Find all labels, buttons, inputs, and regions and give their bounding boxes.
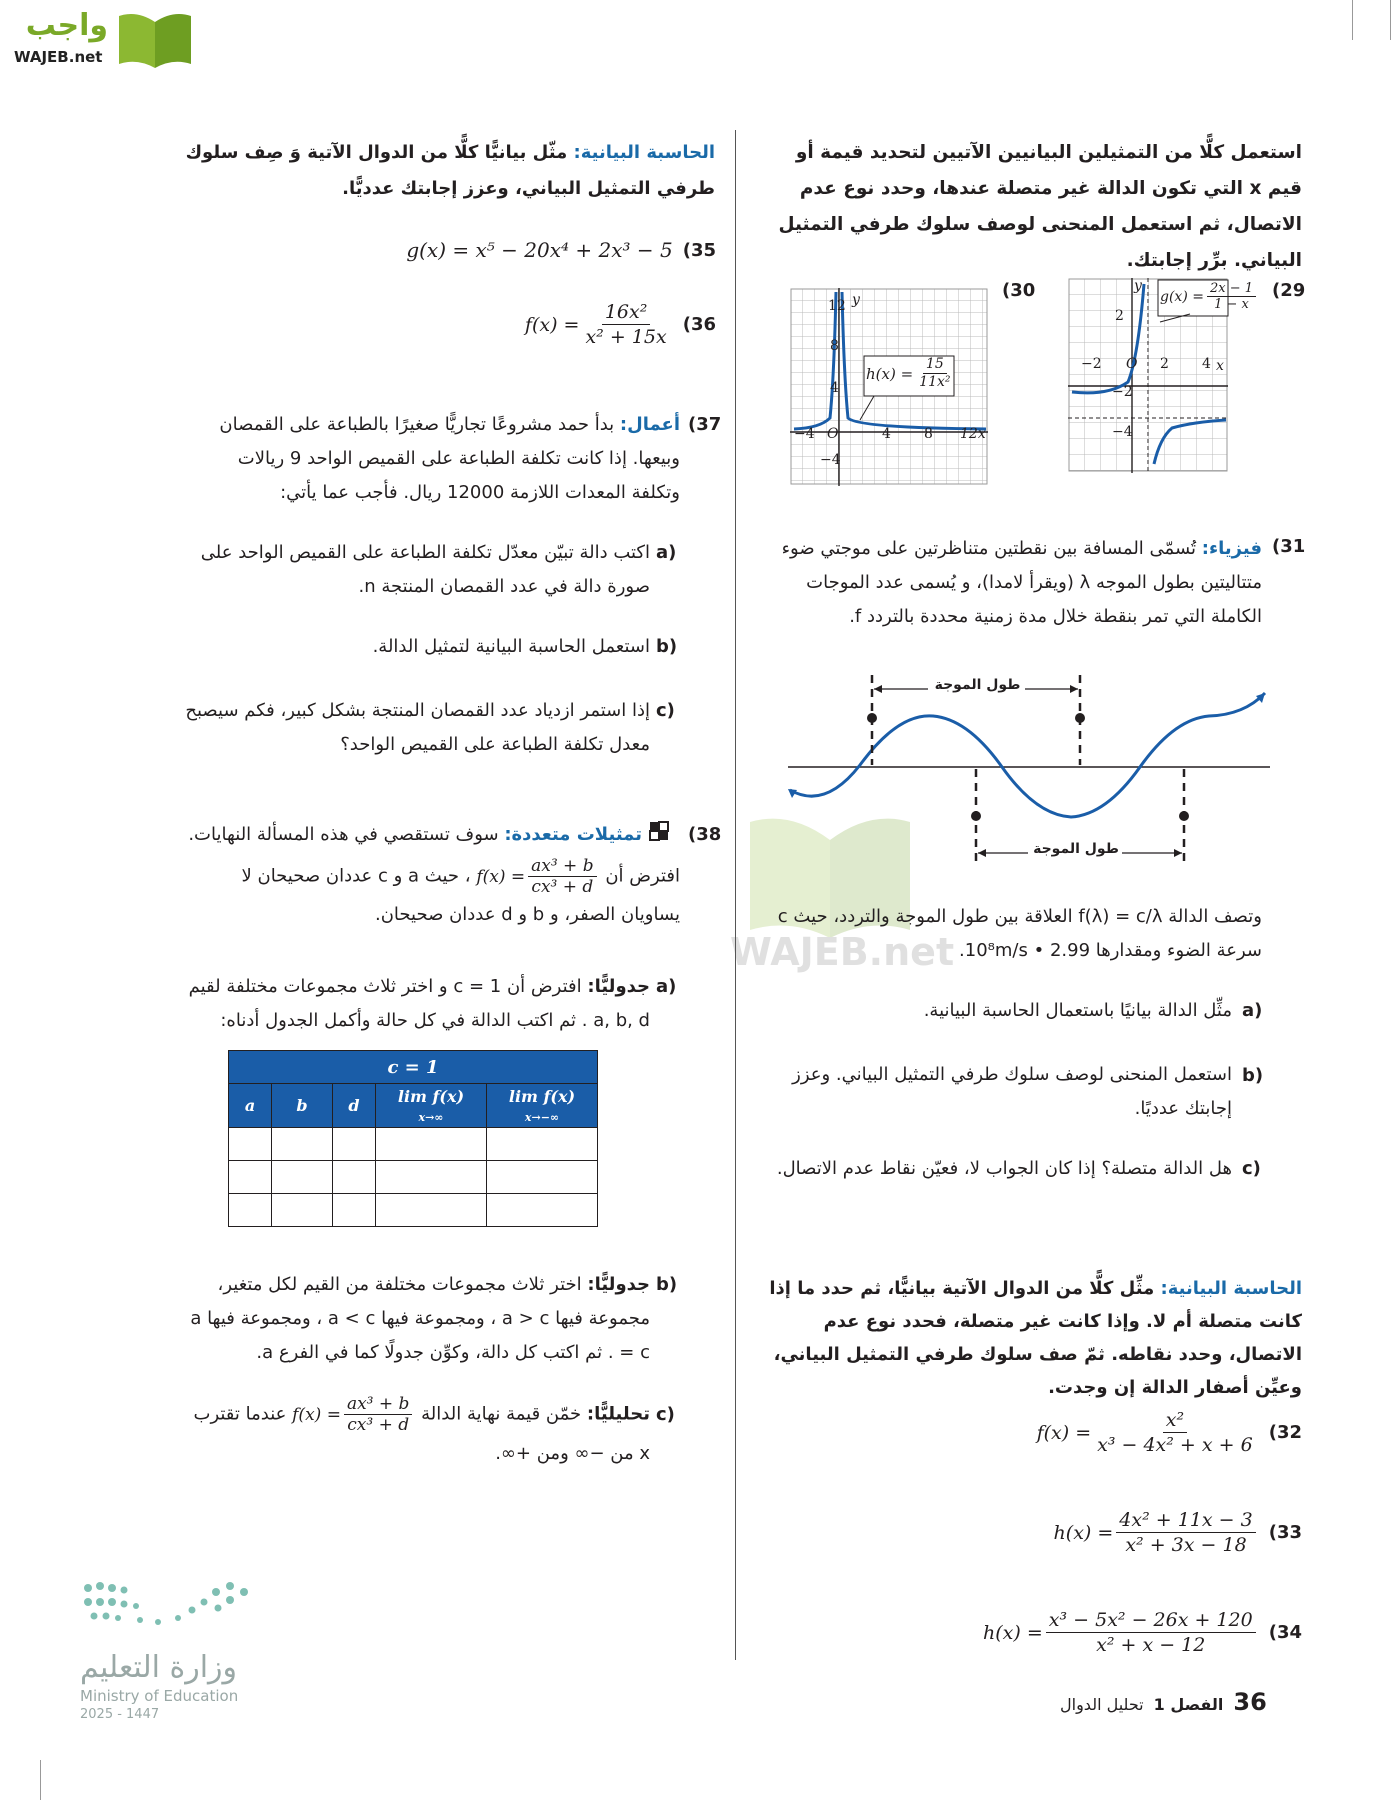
q30-ytick: −4 <box>820 452 841 468</box>
q35-number: 35) <box>682 239 716 261</box>
table-cell[interactable] <box>272 1161 333 1194</box>
q38-assume-pre: افترض أن <box>605 865 680 887</box>
table-cell[interactable] <box>333 1161 376 1194</box>
wave-svg <box>780 665 1275 870</box>
q38c-label: c) <box>656 1404 675 1425</box>
book-icon <box>115 8 195 70</box>
q32-lhs: f(x) = <box>1036 1421 1092 1444</box>
q30-xtick: 4 <box>882 426 891 442</box>
q38-func-numer: ax³ + b <box>528 856 596 877</box>
q30-denom: 11x² <box>919 374 951 390</box>
table-cell[interactable] <box>376 1161 487 1194</box>
lim-neg-sub: x→−∞ <box>524 1110 560 1124</box>
q29-denom: 1 − x <box>1214 297 1249 312</box>
q38c-func-numer: ax³ + b <box>344 1394 412 1415</box>
table-title-row <box>229 1051 598 1084</box>
q30-numer: 15 <box>923 356 947 374</box>
wave-diagram <box>780 665 1275 870</box>
q30-number: 30) <box>1002 280 1036 301</box>
q33-lhs: h(x) = <box>1053 1521 1114 1544</box>
table-cell[interactable] <box>229 1161 272 1194</box>
q38-header <box>170 818 642 852</box>
table-header-row <box>229 1084 598 1128</box>
column-divider <box>735 130 736 1660</box>
q35 <box>406 238 716 262</box>
table-header-lim-neg <box>487 1084 598 1128</box>
table-cell[interactable] <box>487 1194 598 1227</box>
q36-denom: x² + 15x <box>585 326 667 348</box>
calc-label: الحاسبة البيانية: <box>573 142 715 163</box>
table-cell[interactable] <box>229 1194 272 1227</box>
q31b-text: استعمل المنحنى لوصف سلوك طرفي التمثيل البياني. وعزز إجابتك عدديًا. <box>792 1064 1232 1119</box>
q38-func-lhs: f(x) = <box>476 866 526 887</box>
q33-number: 33) <box>1268 1522 1302 1543</box>
table-title: c = 1 <box>229 1051 598 1084</box>
q33-frac <box>1116 1508 1255 1557</box>
limits-table-grid <box>228 1050 598 1227</box>
table-header-d: d <box>333 1084 376 1128</box>
q36-expr <box>525 300 673 349</box>
q38a-label: a) <box>656 976 677 997</box>
chapter-title: تحليل الدوال <box>1060 1695 1144 1714</box>
q29-xtick: 4 <box>1202 356 1211 372</box>
q34-lhs: h(x) = <box>983 1621 1043 1644</box>
q29-frac <box>1207 281 1256 312</box>
q29-xtick: −2 <box>1081 356 1102 372</box>
table-cell[interactable] <box>487 1161 598 1194</box>
right-intro: استعمل كلًّا من التمثيلين البيانيين الآتيين لتحديد قيمة أو قيم x التي تكون الدالة غير متصلة عندها، وحدد نوع عدم الاتصال، ثم استعمل المنحنى لوصف سلوك طرفي التمثيل البياني. برِّر إجابتك. <box>778 142 1302 271</box>
q32-expr <box>1037 1408 1259 1457</box>
q37-number: 37) <box>688 414 722 435</box>
table-row <box>229 1161 598 1194</box>
q33-denom: x² + 3x − 18 <box>1125 1534 1247 1556</box>
calc-text: مثّل بيانيًّا كلًّا من الدوال الآتية وَ صِف سلوك طرفي التمثيل البياني، وعزز إجابتك عدديًّا. <box>185 142 715 199</box>
calc2-label: الحاسبة البيانية: <box>1160 1278 1302 1299</box>
q38b-label: b) <box>656 1274 678 1295</box>
q38c-label-text: تحليليًّا: <box>586 1403 650 1425</box>
q37a-text: اكتب دالة تبيّن معدّل تكلفة الطباعة على القميص الواحد على صورة دالة في عدد القمصان المنتجة n. <box>200 542 650 597</box>
q37-text: بدأ حمد مشروعًا تجاريًّا صغيرًا بالطباعة على القمصان وبيعها. إذا كانت تكلفة الطباعة على القميص الواحد 9 ريالات وتكلفة المعدات اللازمة 12000 ريال. فأجب عما يأتي: <box>219 414 680 503</box>
q30-ytick: 12 <box>828 298 846 314</box>
wave-label-top: طول الموجة <box>934 677 1021 693</box>
q32-denom: x³ − 4x² + x + 6 <box>1097 1434 1253 1456</box>
q29-ytick: −4 <box>1112 424 1133 440</box>
q31-text: تُسمّى المسافة بين نقطتين متناظرتين على موجتي ضوء متتاليتين بطول الموجه λ (ويقرأ لامدا)، و يُسمى عدد الموجات الكاملة التي تمر بنقطة خلال مدة زمنية محددة بالتردد f. <box>781 538 1262 627</box>
lim-pos-sub: x→∞ <box>418 1110 444 1124</box>
q34 <box>983 1608 1302 1657</box>
q29-xtick: O <box>1126 356 1138 372</box>
crop-mark <box>1390 0 1391 40</box>
q38-func-frac <box>528 856 596 897</box>
q29-ytick: 2 <box>1115 308 1124 324</box>
calc2-block <box>760 1272 1302 1404</box>
ministry-name-ar: وزارة التعليم <box>80 1650 238 1685</box>
q38c-post: عندما تقترب x من −∞ ومن +∞. <box>193 1403 650 1464</box>
q30-func: h(x) = <box>866 364 914 383</box>
q31-relation: وتصف الدالة f(λ) = c/λ العلاقة بين طول الموجة والتردد، حيث c سرعة الضوء ومقدارها 2.99 • 10⁸m/s. <box>777 906 1262 961</box>
q37b-label: b) <box>656 636 678 657</box>
q38b-label-text: جدوليًّا: <box>587 1274 650 1295</box>
q31a-label: a) <box>1242 1000 1263 1021</box>
logo-english: WAJEB.net <box>14 48 103 66</box>
table-cell[interactable] <box>376 1194 487 1227</box>
q36-lhs: f(x) = <box>524 313 580 336</box>
q33-numer: 4x² + 11x − 3 <box>1116 1508 1255 1533</box>
q38-label: تمثيلات متعددة: <box>504 824 642 845</box>
q38a-label-text: جدوليًّا: <box>587 976 650 997</box>
q37c-label: c) <box>656 700 675 721</box>
q38c-pre: خمّن قيمة نهاية الدالة <box>421 1403 582 1425</box>
table-cell[interactable] <box>333 1128 376 1161</box>
page-number: 36 <box>1233 1688 1267 1716</box>
q29-xtick: x <box>1216 358 1224 374</box>
q36-number: 36) <box>682 314 716 335</box>
q30-ytick: 4 <box>830 380 839 396</box>
q38-intro: سوف تستقصي في هذه المسألة النهايات. <box>188 824 499 845</box>
q38c-func-frac <box>344 1394 412 1435</box>
table-row <box>229 1194 598 1227</box>
q38a-text: افترض أن c = 1 و اختر ثلاث مجموعات مختلفة لقيم a, b, d . ثم اكتب الدالة في كل حالة وأكمل الجدول أدناه: <box>188 976 650 1031</box>
q29-ytick: −2 <box>1112 384 1133 400</box>
q32-frac <box>1094 1408 1256 1457</box>
table-header-b: b <box>272 1084 333 1128</box>
q38c-block <box>190 1394 650 1473</box>
page-footer <box>1060 1688 1267 1716</box>
q29-xtick: 2 <box>1160 356 1169 372</box>
q38a-block <box>170 970 650 1038</box>
q30-graph <box>790 288 990 486</box>
q38-assume <box>215 856 680 933</box>
chapter-label: الفصل 1 <box>1153 1695 1224 1714</box>
table-cell[interactable] <box>229 1128 272 1161</box>
q30-label <box>866 356 957 391</box>
q30-ytick: 8 <box>830 338 839 354</box>
table-row <box>229 1128 598 1161</box>
table-header-a: a <box>229 1084 272 1128</box>
ministry-logo <box>80 1578 260 1728</box>
q37a-label: a) <box>656 542 677 563</box>
q31c-text: هل الدالة متصلة؟ إذا كان الجواب لا، فعيّن نقاط عدم الاتصال. <box>776 1158 1232 1179</box>
table-header-lim-pos <box>376 1084 487 1128</box>
q29-numer: 2x − 1 <box>1207 281 1256 297</box>
q30-xtick: 8 <box>924 426 933 442</box>
table-cell[interactable] <box>487 1128 598 1161</box>
q29-label <box>1160 281 1259 312</box>
q33 <box>1054 1508 1302 1557</box>
q34-number: 34) <box>1268 1622 1302 1643</box>
q37c-text: إذا استمر ازدياد عدد القمصان المنتجة بشكل كبير، فكم سيصبح معدل تكلفة الطباعة على القميص الواحد؟ <box>185 700 650 755</box>
q29-func: g(x) = <box>1160 288 1204 305</box>
q38-func-denom: cx³ + d <box>531 877 594 897</box>
wave-label-bottom: طول الموجة <box>1033 841 1119 857</box>
logo-arabic: واجب <box>25 8 108 43</box>
ministry-year: 2025 - 1447 <box>80 1707 160 1722</box>
table-cell[interactable] <box>272 1128 333 1161</box>
q38-number: 38) <box>688 824 722 845</box>
q38c-func-lhs: f(x) = <box>292 1404 341 1425</box>
q36 <box>525 300 716 349</box>
q37-block <box>195 408 680 510</box>
q36-numer: 16x² <box>602 300 651 325</box>
q34-expr <box>983 1608 1259 1657</box>
q31c-label: c) <box>1242 1158 1261 1179</box>
crop-mark <box>40 1760 41 1800</box>
q36-frac <box>582 300 669 349</box>
q34-numer: x³ − 5x² − 26x + 120 <box>1046 1608 1256 1633</box>
q29-ytick: y <box>1134 278 1142 294</box>
lim-pos-text: lim f(x) <box>397 1086 465 1106</box>
calc-block <box>170 135 715 207</box>
q32-numer: x² <box>1163 1408 1187 1433</box>
q38b-block <box>175 1268 650 1370</box>
watermark-text: WAJEB.net <box>730 930 955 974</box>
q32 <box>1037 1408 1302 1457</box>
q38c-func-denom: cx³ + d <box>347 1415 410 1435</box>
q35-expr: g(x) = x⁵ − 20x⁴ + 2x³ − 5 <box>406 238 673 262</box>
q30-xtick: 12x <box>960 426 986 442</box>
q29-graph <box>1068 278 1263 473</box>
q38c-func <box>292 1394 415 1435</box>
q38-assume-post: ، حيث a و c عددان صحيحان لا يساويان الصفر، و b و d عددان صحيحان. <box>241 865 680 925</box>
multiple-representations-icon <box>648 820 670 842</box>
q30-ytick: y <box>852 292 860 308</box>
wajeb-logo <box>10 8 190 68</box>
table-cell[interactable] <box>376 1128 487 1161</box>
q30-xtick: O <box>827 426 839 442</box>
q34-denom: x² + x − 12 <box>1096 1634 1206 1656</box>
q37-label: أعمال: <box>619 414 680 435</box>
q33-expr <box>1054 1508 1259 1557</box>
q37b-text: استعمل الحاسبة البيانية لتمثيل الدالة. <box>372 636 650 657</box>
lim-neg-text: lim f(x) <box>508 1086 576 1106</box>
q30-xtick: −4 <box>794 426 815 442</box>
q38b-text: اختر ثلاث مجموعات مختلفة من القيم لكل متغير، مجموعة فيها a > c ، ومجموعة فيها a < c ، ومجموعة فيها a = c . ثم اكتب كل دالة، وكوِّن جدولًا كما في الفرع a. <box>190 1274 650 1363</box>
table-cell[interactable] <box>333 1194 376 1227</box>
q38-func <box>476 856 599 897</box>
q31a-text: مثِّل الدالة بيانيًا باستعمال الحاسبة البيانية. <box>923 1000 1232 1021</box>
q32-number: 32) <box>1268 1422 1302 1443</box>
q31b-label: b) <box>1242 1065 1264 1086</box>
q30-frac <box>916 356 953 391</box>
calc2-text: مثِّل كلًّا من الدوال الآتية بيانيًّا، ثم حدد ما إذا كانت متصلة أم لا. وإذا كانت غير متصلة، فحدد نوع عدم الاتصال، وحدد نقاطه. ثمّ صف سلوك طرفي التمثيل البياني، وعيِّن أصفار الدالة إن وجدت. <box>769 1278 1302 1398</box>
q31-label: فيزياء: <box>1201 538 1262 559</box>
q29-number: 29) <box>1272 280 1306 301</box>
ministry-name-en: Ministry of Education <box>80 1687 239 1705</box>
ministry-dots-icon <box>80 1578 250 1638</box>
q31-number: 31) <box>1272 536 1306 557</box>
q34-frac <box>1046 1608 1256 1657</box>
table-cell[interactable] <box>272 1194 333 1227</box>
crop-mark <box>1352 0 1353 40</box>
limits-table <box>228 1050 598 1227</box>
q31-text-block <box>770 532 1262 634</box>
